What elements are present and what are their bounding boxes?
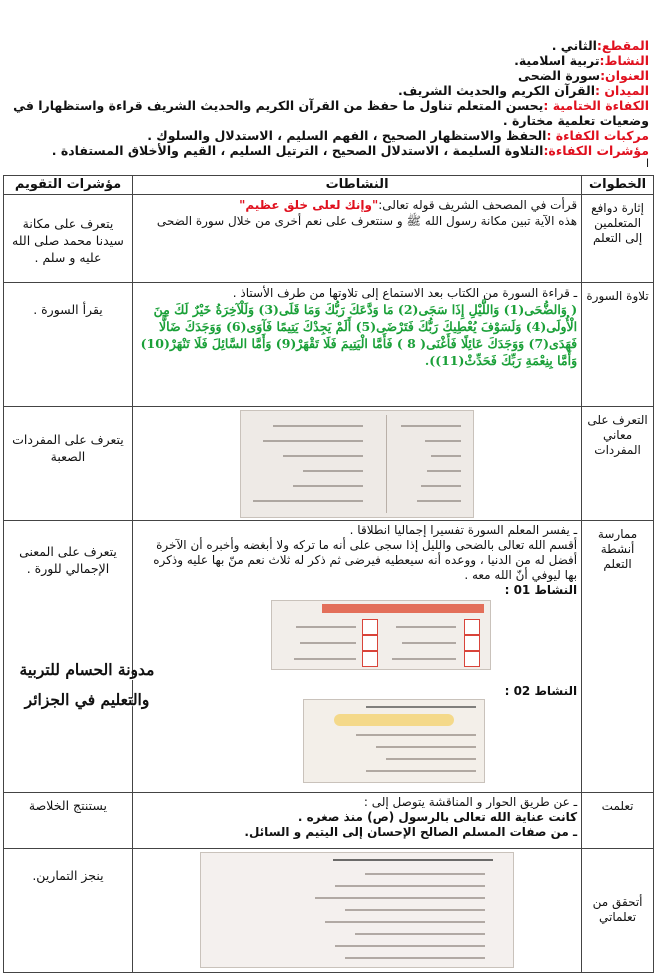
activity-cell	[132, 849, 581, 973]
activity-cell: ـ يفسر المعلم السورة تفسيرا إجماليا انطلاقا . أقسم الله تعالى بالضحى والليل إذا سجى على أنه ما تركه ولا أبغضه وأخبره أن الآخرة أفضل له من الدنيا ، ووعده أنه سيعطيه فيرضى ثم ذكر له ثلاث نعم منّ بها عليه وذكره بها ليوفي أنّ الله معه . النشاط 01 : النشاط 02 :	[132, 521, 581, 793]
evaluation-cell: يستنتج الخلاصة	[4, 793, 133, 849]
header-activity: النشاط:تربية اسلامية.	[514, 53, 649, 68]
header-final-competence: الكفاءة الختامية :يحسن المتعلم تناول ما حفظ من القرآن الكريم والحديث الشريف قراءة واستظهارا في وضعيات تعلمية مختارة .	[13, 98, 649, 128]
header-activities: النشاطات	[132, 176, 581, 195]
table-row	[4, 407, 654, 521]
header-section: المقطع:الثاني .	[551, 38, 649, 53]
activity-1-image	[271, 600, 491, 670]
step-cell: ممارسة أنشطة التعلم	[582, 521, 654, 793]
activity-cell: ـ قراءة السورة من الكتاب بعد الاستماع إلى تلاوتها من طرف الأستاذ . ( وَالضُّحَى(1) وَاللَّيْلِ إِذَا سَجَى(2) مَا وَدَّعَكَ رَبُّكَ وَمَا قَلَى(3) وَلَلْآخِرَةُ خَيْرٌ لَكَ مِنَ الْأُولَى(4) وَلَسَوْفَ يُعْطِيكَ رَبُّكَ فَتَرْضَى(5) أَلَمْ يَجِدْكَ يَتِيمًا فَآوَى(6) وَوَجَدَكَ ضَالًّا فَهَدَى(7) وَوَجَدَكَ عَائِلًا فَأَغْنَى( 8 ) فَأَمَّا الْيَتِيمَ فَلَا تَقْهَرْ(9) وَأَمَّا السَّائِلَ فَلَا تَنْهَرْ(10) وَأَمَّا بِنِعْمَةِ رَبِّكَ فَحَدِّثْ(11)).	[132, 283, 581, 407]
activity-cell: قرأت في المصحف الشريف قوله تعالى:"وإنك لعلى خلق عظيم" هذه الآية تبين مكانة رسول الله ﷺ و سنتعرف على نعم أخرى من خلال سورة الضحى	[132, 195, 581, 283]
lesson-table	[3, 175, 654, 973]
evaluation-cell: يتعرف على مكانة سيدنا محمد صلى الله عليه و سلم .	[4, 195, 133, 283]
evaluation-cell: يتعرف على المفردات الصعبة	[4, 407, 133, 521]
activity-2-title: النشاط 02 :	[504, 684, 578, 698]
lesson-header	[9, 38, 649, 169]
quran-quote: "وإنك لعلى خلق عظيم"	[239, 198, 379, 212]
header-competence-parts: مركبات الكفاءة :الحفظ والاستظهار الصحيح ، الفهم السليم ، الاستدلال والسلوك .	[147, 128, 649, 143]
header-stray-mark: ا	[645, 157, 649, 170]
table-row	[4, 849, 654, 973]
table-row	[4, 793, 654, 849]
activity-cell: ـ عن طريق الحوار و المناقشة يتوصل إلى : كانت عناية الله تعالى بالرسول (ص) منذ صغره . ـ من صفات المسلم الصالح الإحسان إلى اليتيم و السائل.	[132, 793, 581, 849]
header-evaluation: مؤشرات التقويم	[4, 176, 133, 195]
exercise-image	[200, 852, 514, 968]
surah-text: ( وَالضُّحَى(1) وَاللَّيْلِ إِذَا سَجَى(2) مَا وَدَّعَكَ رَبُّكَ وَمَا قَلَى(3) وَلَلْآخِرَةُ خَيْرٌ لَكَ مِنَ الْأُولَى(4) وَلَسَوْفَ يُعْطِيكَ رَبُّكَ فَتَرْضَى(5) أَلَمْ يَجِدْكَ يَتِيمًا فَآوَى(6) وَوَجَدَكَ ضَالًّا فَهَدَى(7) وَوَجَدَكَ عَائِلًا فَأَغْنَى( 8 ) فَأَمَّا الْيَتِيمَ فَلَا تَقْهَرْ(9) وَأَمَّا السَّائِلَ فَلَا تَنْهَرْ(10) وَأَمَّا بِنِعْمَةِ رَبِّكَ فَحَدِّثْ(11)).	[140, 302, 578, 368]
header-domain: الميدان :القرآن الكريم والحديث الشريف.	[398, 83, 649, 98]
evaluation-cell: يقرأ السورة .	[4, 283, 133, 407]
vocabulary-image	[240, 410, 474, 518]
step-cell: أتحقق من تعلماتي	[582, 849, 654, 973]
table-row	[4, 195, 654, 283]
header-title: العنوان:سورة الضحى	[518, 68, 649, 83]
blog-watermark: مدونة الحسام للتربية والتعليم في الجزائر	[19, 660, 155, 709]
step-cell: تعلمت	[582, 793, 654, 849]
activity-cell	[132, 407, 581, 521]
header-indicators: مؤشرات الكفاءة:التلاوة السليمة ، الاستدلال الصحيح ، الترتيل السليم ، القيم والأخلاق المستفادة .	[51, 143, 649, 158]
table-header-row	[4, 176, 654, 195]
step-cell: التعرف على معاني المفردات	[582, 407, 654, 521]
activity-1-title: النشاط 01 :	[504, 583, 578, 597]
step-cell: إثارة دوافع المتعلمين إلى التعلم	[582, 195, 654, 283]
header-steps: الخطوات	[582, 176, 654, 195]
activity-2-image	[303, 699, 485, 783]
step-cell: تلاوة السورة	[582, 283, 654, 407]
evaluation-cell: ينجز التمارين.	[4, 849, 133, 973]
evaluation-cell: يتعرف على المعنى الإجمالي للورة .	[4, 521, 133, 793]
table-row	[4, 283, 654, 407]
